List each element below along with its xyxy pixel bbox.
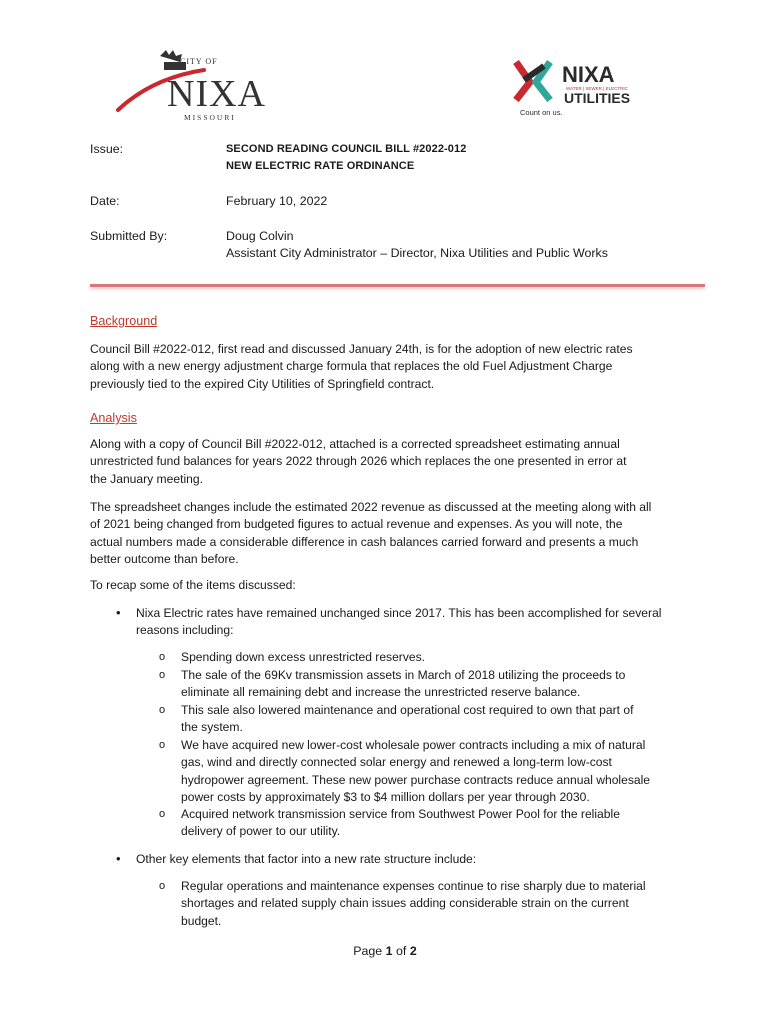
background-heading: Background [90, 314, 158, 328]
sub-item-6 [181, 878, 701, 930]
text-line: The spreadsheet changes include the estimated 2022 revenue as discussed at the meeting along with all [90, 500, 652, 514]
text-line: Other key elements that factor into a new rate structure include: [136, 852, 477, 866]
sub-bullet-marker: o [159, 739, 166, 751]
sub-item-1 [181, 649, 701, 666]
text-line: of 2021 being changed from budgeted figures to actual revenue and expenses. As you will note, the [90, 517, 623, 532]
date-value: February 10, 2022 [226, 194, 328, 208]
page-word: Page [353, 944, 383, 958]
text-line: Council Bill #2022-012, first read and discussed January 24th, is for the adoption of new electric rates [90, 342, 633, 356]
issue-line-2: NEW ELECTRIC RATE ORDINANCE [226, 160, 415, 172]
issue-line-1: SECOND READING COUNCIL BILL #2022-012 [226, 143, 467, 155]
text-line: gas, wind and directly connected solar energy and renewed a long-term low-cost [181, 755, 612, 770]
utilities-logo-sub: WATER | SEWER | ELECTRIC [566, 86, 628, 91]
analysis-paragraph-1 [90, 436, 690, 488]
issue-label: Issue: [90, 142, 124, 156]
sub-item-4 [181, 737, 701, 806]
text-line: better outcome than before. [90, 551, 239, 566]
utilities-logo-brand: NIXA [562, 62, 615, 87]
text-line: hydropower agreement. These new power purchase contracts reduce annual wholesale [181, 772, 651, 787]
bullet-marker: • [116, 851, 121, 866]
text-line: power costs by approximately $3 to $4 million dollars per year through 2030. [181, 789, 590, 804]
text-line: along with a new energy adjustment charge formula that replaces the old Fuel Adjustment Charge [90, 359, 613, 374]
sub-item-3 [181, 702, 701, 737]
utilities-logo-tagline: Count on us. [520, 108, 563, 117]
text-line: Spending down excess unrestricted reserves. [181, 650, 426, 664]
bullet-marker: • [116, 605, 121, 620]
page-footer [0, 944, 770, 958]
page-total: 2 [409, 944, 417, 958]
bullet-1-text [136, 605, 696, 640]
sub-item-2 [181, 667, 701, 702]
background-paragraph [90, 341, 690, 393]
city-logo-main-text: NIXA [167, 73, 266, 115]
utilities-logo-word: UTILITIES [564, 90, 631, 106]
city-logo-bottom-text: MISSOURI [184, 113, 236, 122]
analysis-paragraph-3: To recap some of the items discussed: [90, 578, 296, 592]
date-label: Date: [90, 194, 120, 208]
text-line: unrestricted fund balances for years 2022 through 2026 which replaces the one presented in error at [90, 454, 627, 469]
text-line: shortages and related supply chain issues adding considerable strain on the current [181, 896, 629, 911]
analysis-heading: Analysis [90, 411, 137, 425]
analysis-paragraph-2 [90, 499, 690, 568]
page-number: 1 [385, 944, 393, 958]
nixa-utilities-logo [510, 52, 645, 118]
text-line: actual numbers made a considerable difference in cash balances carried forward and presents a much [90, 534, 639, 549]
text-line: reasons including: [136, 623, 234, 638]
divider-rule [90, 284, 705, 287]
text-line: Acquired network transmission service from Southwest Power Pool for the reliable [181, 807, 620, 821]
submitted-title: Assistant City Administrator – Director, Nixa Utilities and Public Works [226, 246, 608, 260]
text-line: Along with a copy of Council Bill #2022-012, attached is a corrected spreadsheet estimating annual [90, 437, 620, 451]
text-line: Nixa Electric rates have remained unchanged since 2017. This has been accomplished for several [136, 606, 662, 620]
text-line: delivery of power to our utility. [181, 824, 341, 839]
submitted-label: Submitted By: [90, 229, 168, 243]
sub-bullet-marker: o [159, 704, 166, 716]
of-word: of [396, 944, 407, 958]
text-line: previously tied to the expired City Utilities of Springfield contract. [90, 376, 435, 391]
text-line: We have acquired new lower-cost wholesale power contracts including a mix of natural [181, 738, 646, 752]
text-line: eliminate all remaining debt and increase the unrestricted reserve balance. [181, 685, 581, 700]
sub-bullet-marker: o [159, 880, 166, 892]
text-line: The sale of the 69Kv transmission assets in March of 2018 utilizing the proceeds to [181, 668, 626, 682]
text-line: This sale also lowered maintenance and operational cost required to own that part of [181, 703, 634, 717]
bullet-2-text [136, 851, 696, 868]
city-of-nixa-logo [112, 48, 266, 128]
text-line: the January meeting. [90, 471, 203, 486]
submitted-name: Doug Colvin [226, 229, 294, 243]
sub-item-5 [181, 806, 701, 841]
text-line: the system. [181, 720, 243, 735]
city-logo-top-text: CITY OF [180, 57, 218, 66]
sub-bullet-marker: o [159, 669, 166, 681]
sub-bullet-marker: o [159, 651, 166, 663]
text-line: budget. [181, 913, 222, 928]
text-line: Regular operations and maintenance expenses continue to rise sharply due to material [181, 879, 646, 893]
sub-bullet-marker: o [159, 808, 166, 820]
